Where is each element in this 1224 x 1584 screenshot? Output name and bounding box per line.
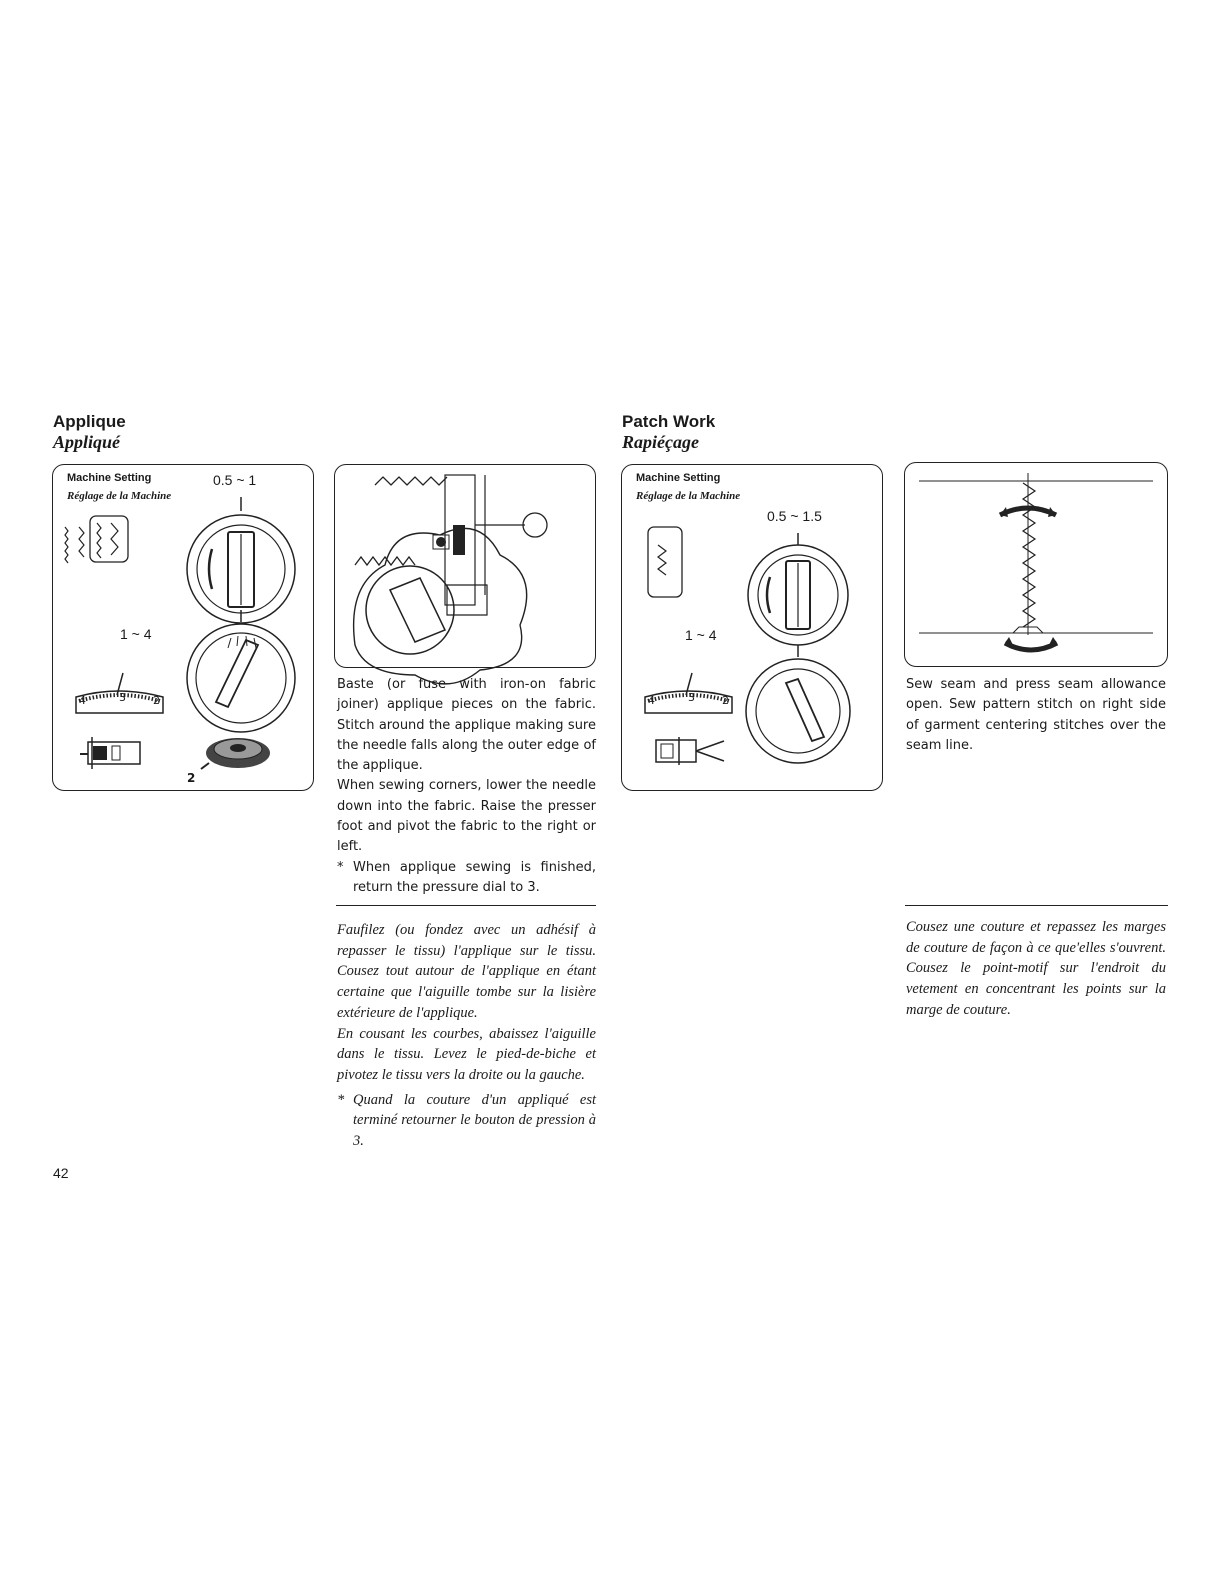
patchwork-illustration-panel bbox=[904, 462, 1168, 667]
pressure-dial-icon bbox=[742, 645, 852, 770]
pressure-dial-icon bbox=[186, 610, 296, 735]
applique-paragraph-1: Baste (or fuse with iron-on fabric joiner) applique pieces on the fabric. Stitch around the applique making sure the needle falls along the outer edge of the applique. bbox=[337, 677, 596, 774]
machine-setting-label: Machine Setting bbox=[67, 472, 152, 484]
patchwork-instructions-fr: Cousez une couture et repassez les marges de couture de façon à ce que'elles s'ouvrent. Cousez le point-motif sur l'endroit du vetement en concentrant les points sur la marge de couture. bbox=[906, 919, 1166, 1018]
pressure-setting: 1 ~ 4 bbox=[120, 626, 152, 642]
gauge-mark-3: 3 bbox=[688, 691, 695, 704]
gauge-mark-4: 4 bbox=[79, 694, 86, 707]
applique-sewing-illustration bbox=[335, 465, 597, 669]
gauge-mark-2: 2 bbox=[153, 694, 160, 707]
seam-illustration bbox=[905, 463, 1169, 668]
note-asterisk-fr: * bbox=[337, 1091, 345, 1108]
presser-foot-icon bbox=[78, 737, 148, 772]
patchwork-instructions-en: Sew seam and press seam allowance open. Sew pattern stitch on right side of garment centering stitches over the seam line. bbox=[906, 677, 1166, 753]
patchwork-title-french: Rapiéçage bbox=[622, 432, 699, 452]
gauge-mark-3: 3 bbox=[119, 691, 126, 704]
patchwork-title: Patch Work bbox=[622, 412, 716, 431]
page-number: 42 bbox=[53, 1165, 69, 1181]
gauge-mark-2: 2 bbox=[722, 694, 729, 707]
pressure-setting: 1 ~ 4 bbox=[685, 627, 717, 643]
applique-paragraph-1-fr: Faufilez (ou fondez avec un adhésif à repasser le tissu) l'applique sur le tissu. Cousez tout autour de l'applique en étant certaine que l'aiguille tombe sur la lisière extérieure de l'applique. bbox=[337, 922, 596, 1021]
applique-paragraph-2-fr: En cousant les courbes, abaissez l'aiguille dans le tissu. Levez le pied-de-biche et pivotez le tissu vers la droite ou la gauche. bbox=[337, 1025, 596, 1083]
machine-setting-label: Machine Setting bbox=[636, 472, 721, 484]
applique-note-fr bbox=[337, 1090, 596, 1152]
applique-title-french: Appliqué bbox=[53, 432, 121, 452]
section-divider bbox=[336, 905, 596, 906]
patchwork-machine-setting-panel bbox=[621, 464, 883, 791]
gauge-mark-4: 4 bbox=[648, 694, 655, 707]
applique-instructions-fr bbox=[337, 920, 596, 1152]
stitch-width-setting: 0.5 ~ 1 bbox=[213, 472, 257, 488]
stitch-width-dial-icon bbox=[740, 533, 850, 648]
applique-note bbox=[337, 858, 596, 899]
applique-note-text: When applique sewing is finished, return the pressure dial to 3. bbox=[353, 859, 596, 895]
section-divider bbox=[905, 905, 1168, 906]
applique-illustration-panel bbox=[334, 464, 596, 668]
feed-dog-knob-icon bbox=[193, 731, 273, 781]
stitch-width-setting: 0.5 ~ 1.5 bbox=[767, 508, 822, 524]
applique-note-text-fr: Quand la couture d'un appliqué est terminé retourner le bouton de pression à 3. bbox=[353, 1091, 596, 1150]
presser-foot-icon bbox=[652, 735, 732, 770]
feed-dog-label: 2 bbox=[187, 771, 196, 785]
stitch-width-dial-icon bbox=[186, 497, 296, 617]
applique-instructions-en bbox=[337, 675, 596, 898]
machine-setting-label-french: Réglage de la Machine bbox=[636, 490, 741, 502]
note-asterisk: * bbox=[337, 859, 344, 875]
applique-paragraph-2: When sewing corners, lower the needle down into the fabric. Raise the presser foot and pivot the fabric to the right or left. bbox=[337, 778, 596, 855]
applique-machine-setting-panel bbox=[52, 464, 314, 791]
applique-title: Applique bbox=[53, 412, 126, 431]
machine-setting-label-french: Réglage de la Machine bbox=[67, 490, 172, 502]
